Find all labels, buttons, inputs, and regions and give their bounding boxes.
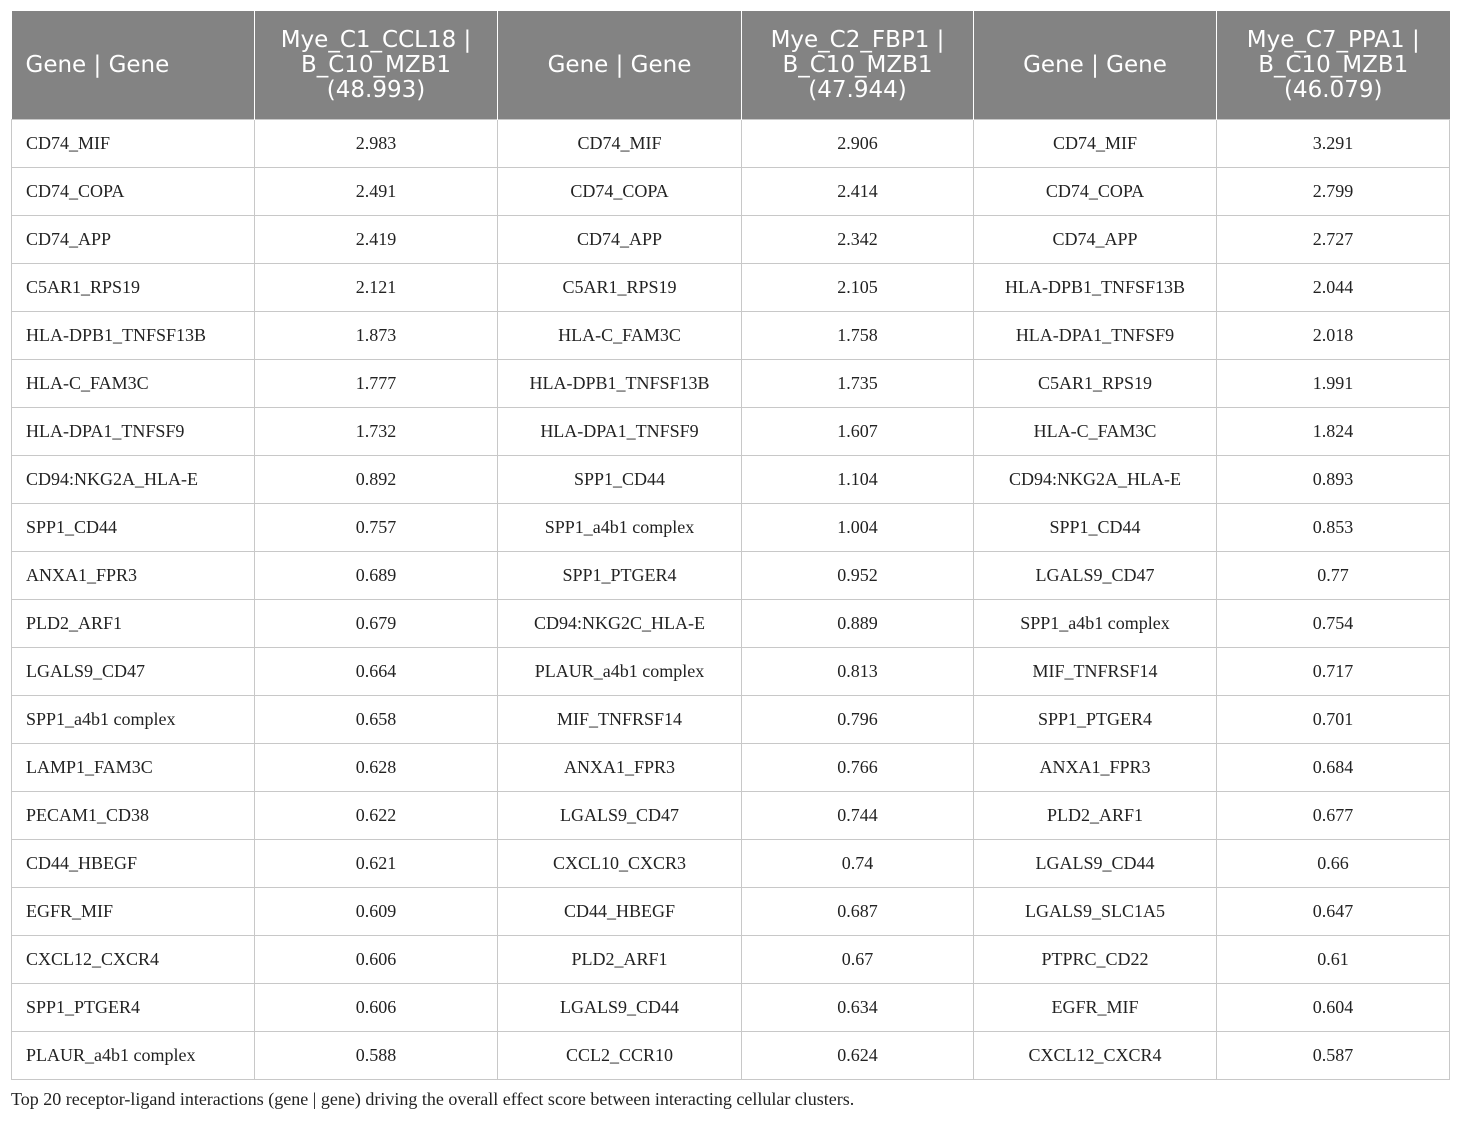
gene-pair-cell: PTPRC_CD22 xyxy=(974,936,1217,984)
column-header-6: Mye_C7_PPA1 | B_C10_MZB1 (46.079) xyxy=(1217,11,1450,120)
table-row xyxy=(12,792,1450,840)
gene-pair-cell: HLA-DPB1_TNFSF13B xyxy=(974,264,1217,312)
column-header-1: Gene | Gene xyxy=(12,11,255,120)
score-cell: 1.732 xyxy=(255,408,498,456)
gene-pair-cell: LGALS9_CD44 xyxy=(974,840,1217,888)
score-cell: 1.758 xyxy=(742,312,974,360)
gene-pair-cell: CXCL12_CXCR4 xyxy=(974,1032,1217,1080)
table-row xyxy=(12,312,1450,360)
score-cell: 1.607 xyxy=(742,408,974,456)
gene-pair-cell: CD94:NKG2A_HLA-E xyxy=(12,456,255,504)
score-cell: 0.66 xyxy=(1217,840,1450,888)
score-cell: 2.044 xyxy=(1217,264,1450,312)
gene-pair-cell: LGALS9_SLC1A5 xyxy=(974,888,1217,936)
score-cell: 1.991 xyxy=(1217,360,1450,408)
score-cell: 0.606 xyxy=(255,936,498,984)
table-row xyxy=(12,984,1450,1032)
score-cell: 0.621 xyxy=(255,840,498,888)
gene-pair-cell: LGALS9_CD47 xyxy=(12,648,255,696)
score-cell: 0.892 xyxy=(255,456,498,504)
score-cell: 0.604 xyxy=(1217,984,1450,1032)
score-cell: 0.634 xyxy=(742,984,974,1032)
gene-pair-cell: C5AR1_RPS19 xyxy=(974,360,1217,408)
score-cell: 2.906 xyxy=(742,120,974,168)
score-cell: 0.588 xyxy=(255,1032,498,1080)
table-row xyxy=(12,360,1450,408)
gene-pair-cell: HLA-C_FAM3C xyxy=(12,360,255,408)
column-header-3: Gene | Gene xyxy=(498,11,742,120)
score-cell: 0.67 xyxy=(742,936,974,984)
table-row xyxy=(12,600,1450,648)
gene-pair-cell: CD74_MIF xyxy=(974,120,1217,168)
gene-pair-cell: MIF_TNFRSF14 xyxy=(974,648,1217,696)
score-cell: 0.609 xyxy=(255,888,498,936)
gene-pair-cell: CCL2_CCR10 xyxy=(498,1032,742,1080)
gene-pair-cell: C5AR1_RPS19 xyxy=(498,264,742,312)
gene-pair-cell: PLD2_ARF1 xyxy=(12,600,255,648)
gene-pair-cell: HLA-DPA1_TNFSF9 xyxy=(974,312,1217,360)
gene-pair-cell: CXCL12_CXCR4 xyxy=(12,936,255,984)
score-cell: 2.983 xyxy=(255,120,498,168)
gene-pair-cell: ANXA1_FPR3 xyxy=(974,744,1217,792)
score-cell: 2.491 xyxy=(255,168,498,216)
gene-pair-cell: PLAUR_a4b1 complex xyxy=(12,1032,255,1080)
score-cell: 1.873 xyxy=(255,312,498,360)
score-cell: 1.735 xyxy=(742,360,974,408)
gene-pair-cell: CD74_COPA xyxy=(974,168,1217,216)
gene-pair-cell: CD94:NKG2A_HLA-E xyxy=(974,456,1217,504)
score-cell: 0.628 xyxy=(255,744,498,792)
score-cell: 0.744 xyxy=(742,792,974,840)
score-cell: 0.684 xyxy=(1217,744,1450,792)
gene-pair-cell: CD74_APP xyxy=(498,216,742,264)
table-row xyxy=(12,504,1450,552)
gene-pair-cell: PLD2_ARF1 xyxy=(974,792,1217,840)
table-row xyxy=(12,408,1450,456)
table-row xyxy=(12,1032,1450,1080)
score-cell: 0.77 xyxy=(1217,552,1450,600)
gene-pair-cell: SPP1_a4b1 complex xyxy=(12,696,255,744)
gene-pair-cell: ANXA1_FPR3 xyxy=(12,552,255,600)
gene-pair-cell: SPP1_CD44 xyxy=(12,504,255,552)
gene-pair-cell: LGALS9_CD47 xyxy=(498,792,742,840)
gene-pair-cell: HLA-C_FAM3C xyxy=(498,312,742,360)
score-cell: 0.658 xyxy=(255,696,498,744)
table-row xyxy=(12,456,1450,504)
score-cell: 0.587 xyxy=(1217,1032,1450,1080)
score-cell: 0.796 xyxy=(742,696,974,744)
interaction-table-container xyxy=(11,11,1449,1080)
table-row xyxy=(12,648,1450,696)
score-cell: 0.606 xyxy=(255,984,498,1032)
table-row xyxy=(12,840,1450,888)
score-cell: 0.757 xyxy=(255,504,498,552)
score-cell: 2.121 xyxy=(255,264,498,312)
gene-pair-cell: PLAUR_a4b1 complex xyxy=(498,648,742,696)
gene-pair-cell: SPP1_a4b1 complex xyxy=(974,600,1217,648)
gene-pair-cell: LGALS9_CD47 xyxy=(974,552,1217,600)
table-row xyxy=(12,744,1450,792)
gene-pair-cell: LGALS9_CD44 xyxy=(498,984,742,1032)
gene-pair-cell: HLA-DPB1_TNFSF13B xyxy=(12,312,255,360)
score-cell: 0.952 xyxy=(742,552,974,600)
gene-pair-cell: CD44_HBEGF xyxy=(498,888,742,936)
score-cell: 2.342 xyxy=(742,216,974,264)
gene-pair-cell: SPP1_PTGER4 xyxy=(498,552,742,600)
score-cell: 0.74 xyxy=(742,840,974,888)
column-header-2: Mye_C1_CCL18 | B_C10_MZB1 (48.993) xyxy=(255,11,498,120)
gene-pair-cell: CD74_COPA xyxy=(12,168,255,216)
gene-pair-cell: SPP1_a4b1 complex xyxy=(498,504,742,552)
table-row xyxy=(12,552,1450,600)
header-row xyxy=(12,11,1450,120)
gene-pair-cell: CD74_MIF xyxy=(12,120,255,168)
gene-pair-cell: CD74_APP xyxy=(12,216,255,264)
column-header-5: Gene | Gene xyxy=(974,11,1217,120)
table-caption: Top 20 receptor-ligand interactions (gene | gene) driving the overall effect score between interacting cellular clusters. xyxy=(11,1089,855,1109)
gene-pair-cell: PLD2_ARF1 xyxy=(498,936,742,984)
score-cell: 0.647 xyxy=(1217,888,1450,936)
column-header-4: Mye_C2_FBP1 | B_C10_MZB1 (47.944) xyxy=(742,11,974,120)
score-cell: 0.61 xyxy=(1217,936,1450,984)
score-cell: 0.717 xyxy=(1217,648,1450,696)
gene-pair-cell: CD74_APP xyxy=(974,216,1217,264)
table-row xyxy=(12,216,1450,264)
table-row xyxy=(12,120,1450,168)
gene-pair-cell: CD94:NKG2C_HLA-E xyxy=(498,600,742,648)
score-cell: 0.701 xyxy=(1217,696,1450,744)
score-cell: 2.727 xyxy=(1217,216,1450,264)
score-cell: 1.824 xyxy=(1217,408,1450,456)
gene-pair-cell: EGFR_MIF xyxy=(974,984,1217,1032)
table-row xyxy=(12,936,1450,984)
gene-pair-cell: CD44_HBEGF xyxy=(12,840,255,888)
score-cell: 0.766 xyxy=(742,744,974,792)
score-cell: 0.754 xyxy=(1217,600,1450,648)
score-cell: 0.622 xyxy=(255,792,498,840)
gene-pair-cell: LAMP1_FAM3C xyxy=(12,744,255,792)
gene-pair-cell: EGFR_MIF xyxy=(12,888,255,936)
gene-pair-cell: ANXA1_FPR3 xyxy=(498,744,742,792)
gene-pair-cell: SPP1_PTGER4 xyxy=(974,696,1217,744)
gene-pair-cell: MIF_TNFRSF14 xyxy=(498,696,742,744)
score-cell: 0.893 xyxy=(1217,456,1450,504)
score-cell: 3.291 xyxy=(1217,120,1450,168)
score-cell: 2.419 xyxy=(255,216,498,264)
table-header xyxy=(12,11,1450,120)
table-row xyxy=(12,696,1450,744)
score-cell: 2.018 xyxy=(1217,312,1450,360)
gene-pair-cell: PECAM1_CD38 xyxy=(12,792,255,840)
table-body xyxy=(12,120,1450,1080)
gene-pair-cell: CD74_COPA xyxy=(498,168,742,216)
score-cell: 0.624 xyxy=(742,1032,974,1080)
gene-pair-cell: HLA-DPB1_TNFSF13B xyxy=(498,360,742,408)
score-cell: 0.813 xyxy=(742,648,974,696)
score-cell: 1.004 xyxy=(742,504,974,552)
table-row xyxy=(12,168,1450,216)
table-row xyxy=(12,264,1450,312)
score-cell: 0.689 xyxy=(255,552,498,600)
table-row xyxy=(12,888,1450,936)
score-cell: 0.687 xyxy=(742,888,974,936)
gene-pair-cell: HLA-DPA1_TNFSF9 xyxy=(498,408,742,456)
gene-pair-cell: SPP1_CD44 xyxy=(498,456,742,504)
score-cell: 0.664 xyxy=(255,648,498,696)
score-cell: 2.105 xyxy=(742,264,974,312)
score-cell: 1.777 xyxy=(255,360,498,408)
gene-pair-cell: C5AR1_RPS19 xyxy=(12,264,255,312)
gene-pair-cell: CD74_MIF xyxy=(498,120,742,168)
gene-pair-cell: CXCL10_CXCR3 xyxy=(498,840,742,888)
score-cell: 1.104 xyxy=(742,456,974,504)
gene-pair-cell: HLA-DPA1_TNFSF9 xyxy=(12,408,255,456)
score-cell: 0.889 xyxy=(742,600,974,648)
interaction-table xyxy=(11,11,1450,1080)
score-cell: 0.853 xyxy=(1217,504,1450,552)
gene-pair-cell: SPP1_PTGER4 xyxy=(12,984,255,1032)
score-cell: 0.677 xyxy=(1217,792,1450,840)
gene-pair-cell: HLA-C_FAM3C xyxy=(974,408,1217,456)
score-cell: 2.414 xyxy=(742,168,974,216)
score-cell: 2.799 xyxy=(1217,168,1450,216)
score-cell: 0.679 xyxy=(255,600,498,648)
gene-pair-cell: SPP1_CD44 xyxy=(974,504,1217,552)
